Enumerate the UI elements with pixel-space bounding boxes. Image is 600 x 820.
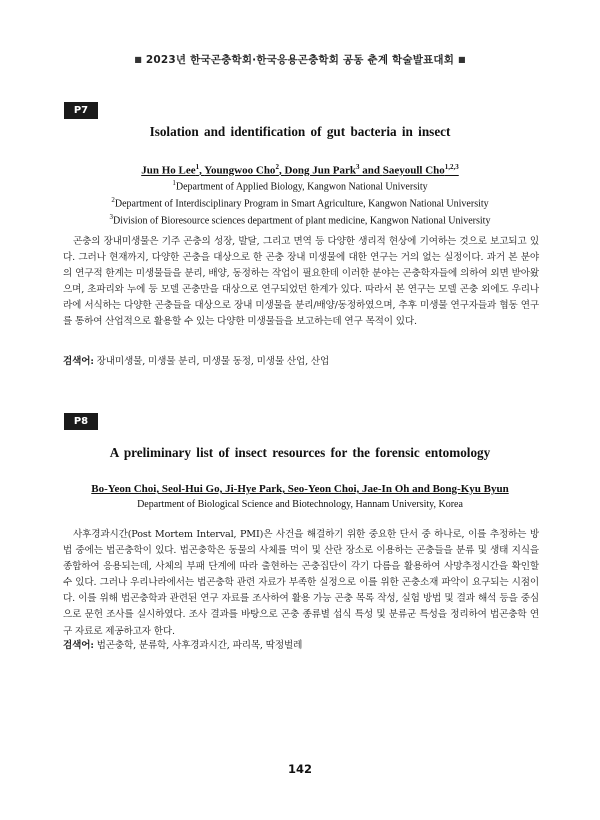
affiliation-line [60, 177, 540, 194]
author-name: Dong Jun Park [284, 164, 356, 177]
affiliation-text: Department of Interdisciplinary Program in Smart Agriculture, Kangwon National University [114, 198, 489, 210]
affiliation-line: Department of Biological Science and Biotechnology, Hannam University, Korea [137, 499, 463, 510]
author-name: Saeyoull Cho [382, 164, 445, 177]
affiliations-p8 [60, 498, 540, 512]
header-text: 2023년 한국곤충학회·한국응용곤충학회 공동 춘계 학술발표대회 [145, 54, 455, 66]
affiliation-sup: 1 [172, 179, 176, 187]
author-name: Jun Ho Lee [141, 164, 196, 177]
header-bullet-left: ■ [134, 55, 143, 64]
author-affil-sup: 3 [355, 163, 360, 171]
affiliation-text: Department of Applied Biology, Kangwon National University [175, 181, 428, 193]
abstract-body-p7: 곤충의 장내미생물은 기주 곤충의 성장, 발달, 그리고 면역 등 다양한 생리적 현상에 기여하는 것으로 보고되고 있다. 그러나 현재까지, 다양한 곤충을 대상으로 한 곤충 장내 미생물에 대한 연구는 거의 없는 실정이다. 과거 본 분야의 연구적 한계는 미생물들을 분리, 배양, 동정하는 작업이 필요한데 이러한 분야는 곤충학자들에 의하여 외면 받아왔으며, 초파리와 누에 등 모델 곤충만을 대상으로 연구되었던 한계가 있다. 따라서 본 연구는 모델 곤충 외에도 우리나라에 서식하는 다양한 곤충들을 대상으로 장내 미생물을 분리/배양/동정하였으며, 추후 미생물 연구자들과 협동 연구를 통하여 산업적으로 활용할 수 있는 다양한 미생물들을 보고하는데 연구 목적이 있다. [63, 236, 539, 328]
affiliation-text: Division of Bioresource sciences department of plant medicine, Kangwon National University [113, 215, 491, 227]
keywords-label: 검색어: [63, 356, 94, 367]
affiliation-line [60, 194, 540, 211]
abstract-title-p7: Isolation and identification of gut bacteria in insect [149, 124, 451, 139]
abstract-id-badge-p8: P8 [64, 413, 98, 430]
keywords-p7 [63, 353, 539, 367]
author-name: Youngwoo Cho [204, 164, 276, 177]
author-affil-sup: 1,2,3 [444, 163, 459, 171]
header-bullet-right: ■ [457, 55, 466, 64]
keywords-text: 법곤충학, 분류학, 사후경과시간, 파리목, 딱정벌레 [96, 640, 303, 651]
author-list-p8: Bo-Yeon Choi, Seol-Hui Go, Ji-Hye Park, Seo-Yeon Choi, Jae-In Oh and Bong-Kyu Byun [91, 483, 509, 495]
affiliations-p7 [60, 177, 540, 228]
keywords-p8 [63, 637, 539, 651]
page-number: 142 [287, 762, 312, 776]
affiliation-sup: 3 [109, 212, 114, 221]
author-affil-sup: 2 [275, 163, 279, 171]
author-affil-sup: 1 [195, 163, 200, 171]
abstract-title-p8: A preliminary list of insect resources for the forensic entomology [109, 445, 491, 460]
keywords-text: 장내미생물, 미생물 분리, 미생물 동정, 미생물 산업, 산업 [96, 356, 330, 367]
author-list-p7: Jun Ho Lee$^1$, Youngwoo Cho$^2$, Dong Jun Park$^3$ and Saeyoull Cho$^{1,2,3}$ [141, 163, 459, 177]
affiliation-sup: 2 [111, 195, 115, 204]
running-header [0, 52, 600, 67]
keywords-label: 검색어: [63, 640, 94, 651]
affiliation-line [60, 211, 540, 228]
abstract-body-p8: 사후경과시간(Post Mortem Interval, PMI)은 사건을 해결하기 위한 중요한 단서 중 하나로, 이를 추정하는 방법 중에는 법곤충학이 있다. 법곤충학은 동물의 사체를 먹이 및 산란 장소로 이용하는 곤충들을 분류 및 생태 지식을 종합하여 응용되는데, 사체의 부패 단계에 따라 출현하는 곤충집단이 각기 다름을 활용하여 사망추정시간을 확인할 수 있다. 그러나 우리나라에서는 법곤충학 관련 자료가 부족한 실정으로 이를 위한 곤충소재 파악이 요구되는 시점이다. 이를 위해 법곤충학과 관련된 연구 자료를 조사하여 활용 가능 곤충 목록 작성, 실험 방법 및 결과 해석 등을 중심으로 문헌 조사를 실시하였다. 조사 결과를 바탕으로 곤충 종류별 섭식 특성 및 분류군 특성을 정리하여 법곤충학 연구 자료로 제공하고자 한다. [63, 529, 539, 637]
abstract-id-badge-p7: P7 [64, 102, 98, 119]
